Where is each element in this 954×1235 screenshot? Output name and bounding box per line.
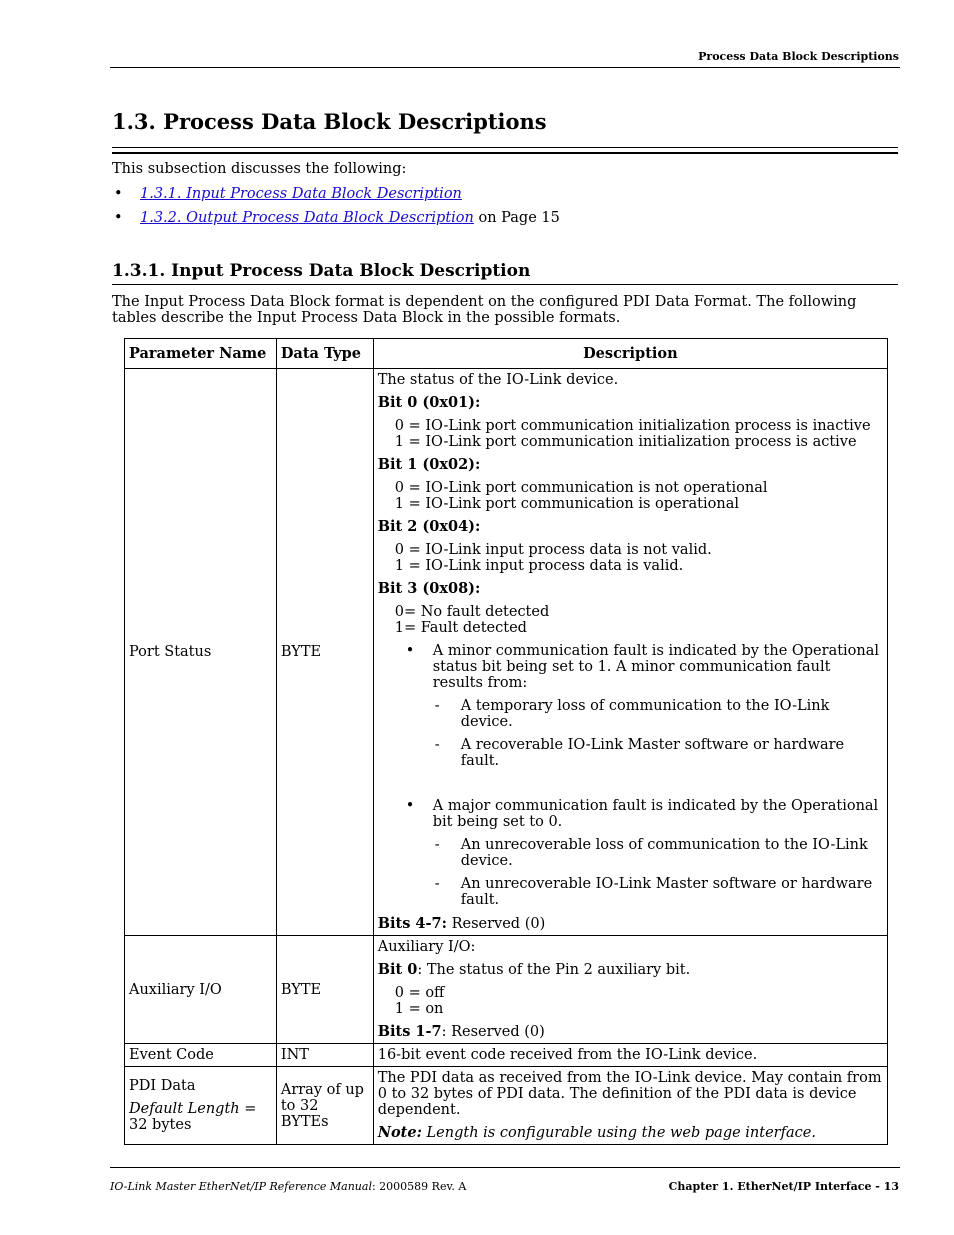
cell-data-type: BYTE (276, 369, 373, 936)
desc-text: The PDI data as received from the IO-Link device. May contain from 0 to 32 bytes of PDI data. The definition of the PDI data is device dependent. (377, 1070, 882, 1118)
cell-description (373, 1067, 887, 1145)
table-row-pdi-data (125, 1067, 888, 1145)
footer-doc-number: : 2000589 Rev. A (371, 1180, 467, 1193)
bullet-icon: • (405, 643, 415, 659)
list-item (433, 698, 883, 730)
desc-intro: The status of the IO-Link device. (377, 372, 619, 388)
footer-rule (110, 1167, 900, 1168)
cell-param-name: Port Status (125, 369, 277, 936)
list-item (378, 798, 883, 908)
bit-value: 1 = on (394, 1001, 444, 1017)
table-row-auxiliary-io (125, 936, 888, 1044)
header-description: Description (373, 339, 887, 369)
table-header-row (125, 339, 888, 369)
dash-icon: - (434, 737, 440, 753)
cell-description: 16-bit event code received from the IO-Link device. (373, 1044, 887, 1067)
list-item (433, 837, 883, 869)
toc-link-input-pdb[interactable]: 1.3.1. Input Process Data Block Description (140, 186, 462, 202)
title-rule (112, 147, 898, 148)
dash-icon: - (434, 837, 440, 853)
header-parameter-name: Parameter Name (125, 339, 277, 369)
cell-param-name: Event Code (125, 1044, 277, 1067)
bit-label: Bit 3 (0x08): (377, 580, 481, 597)
toc-link-output-pdb[interactable]: 1.3.2. Output Process Data Block Description (140, 210, 474, 226)
section-title: 1.3. Process Data Block Descriptions (112, 109, 547, 134)
major-item: An unrecoverable IO-Link Master software or hardware fault. (460, 876, 873, 908)
bit-value: 1 = IO-Link port communication is operational (394, 496, 739, 512)
bit-text: Reserved (0) (446, 916, 546, 932)
fault-list (378, 643, 883, 908)
footer-manual (110, 1180, 466, 1193)
cell-data-type: INT (276, 1044, 373, 1067)
bit-label: Bit 1 (0x02): (377, 456, 481, 473)
bullet-icon: • (114, 210, 123, 226)
minor-fault-list (433, 698, 883, 769)
bit-text: : The status of the Pin 2 auxiliary bit. (417, 962, 691, 978)
dash-icon: - (434, 698, 440, 714)
toc-suffix: on Page 15 (473, 210, 560, 226)
bit-value: 1 = IO-Link input process data is valid. (394, 558, 684, 574)
minor-fault-text: A minor communication fault is indicated by the Operational status bit being set to 1. A minor communication fault results from: (432, 643, 880, 691)
param-name: PDI Data (129, 1078, 196, 1094)
bit-value: 0 = off (394, 985, 445, 1001)
default-length-label: Default Length (129, 1101, 240, 1117)
header-rule (110, 67, 900, 68)
toc-item (112, 208, 560, 232)
table-row-event-code (125, 1044, 888, 1067)
cell-param-name (125, 1067, 277, 1145)
cell-description (373, 936, 887, 1044)
minor-item: A temporary loss of communication to the IO-Link device. (460, 698, 830, 730)
header-data-type: Data Type (276, 339, 373, 369)
bit-label: Bit 0 (0x01): (377, 394, 481, 411)
subsection-title: 1.3.1. Input Process Data Block Description (112, 261, 531, 281)
cell-data-type: BYTE (276, 936, 373, 1044)
section-intro: This subsection discusses the following: (112, 161, 407, 177)
cell-param-name: Auxiliary I/O (125, 936, 277, 1044)
bit-value: 1 = IO-Link port communication initialization process is active (394, 434, 857, 450)
bit-label: Bit 0 (377, 961, 418, 978)
bit-text: : Reserved (0) (441, 1024, 545, 1040)
title-rule-thick (112, 152, 898, 154)
minor-item: A recoverable IO-Link Master software or hardware fault. (460, 737, 845, 769)
list-item (433, 876, 883, 908)
bullet-icon: • (114, 186, 123, 202)
dash-icon: - (434, 876, 440, 892)
bit-value: 0 = IO-Link input process data is not valid. (394, 542, 712, 558)
bit-value: 0 = IO-Link port communication is not operational (394, 480, 768, 496)
major-item: An unrecoverable loss of communication to the IO-Link device. (460, 837, 868, 869)
major-fault-list (433, 837, 883, 908)
input-pdb-table (124, 338, 888, 1145)
toc-list (112, 184, 560, 232)
footer-manual-title: IO-Link Master EtherNet/IP Reference Manual (110, 1180, 372, 1193)
bit-label: Bit 2 (0x04): (377, 518, 481, 535)
bit-label: Bits 1-7 (377, 1023, 442, 1040)
bit-value: 0 = IO-Link port communication initialization process is inactive (394, 418, 871, 434)
footer-chapter: Chapter 1. EtherNet/IP Interface - 13 (668, 1180, 899, 1193)
note-text: Length is configurable using the web page interface. (421, 1125, 816, 1141)
bit-value: 1= Fault detected (394, 620, 527, 636)
subsection-paragraph: The Input Process Data Block format is dependent on the configured PDI Data Format. The following tables describe the Input Process Data Block in the possible formats. (112, 294, 857, 326)
desc-intro: Auxiliary I/O: (377, 939, 476, 955)
bit-label: Bits 4-7: (377, 915, 447, 932)
note-label: Note: (377, 1124, 422, 1141)
table-row-port-status (125, 369, 888, 936)
list-item (378, 643, 883, 790)
cell-description (373, 369, 887, 936)
toc-item (112, 184, 560, 208)
cell-data-type: Array of up to 32 BYTEs (276, 1067, 373, 1145)
bit-value: 0= No fault detected (394, 604, 550, 620)
major-fault-text: A major communication fault is indicated by the Operational bit being set to 0. (432, 798, 879, 830)
bullet-icon: • (405, 798, 415, 814)
list-item (433, 737, 883, 769)
subsection-rule (112, 284, 898, 285)
default-length-value: = 32 bytes (129, 1101, 257, 1133)
running-header: Process Data Block Descriptions (698, 50, 899, 63)
